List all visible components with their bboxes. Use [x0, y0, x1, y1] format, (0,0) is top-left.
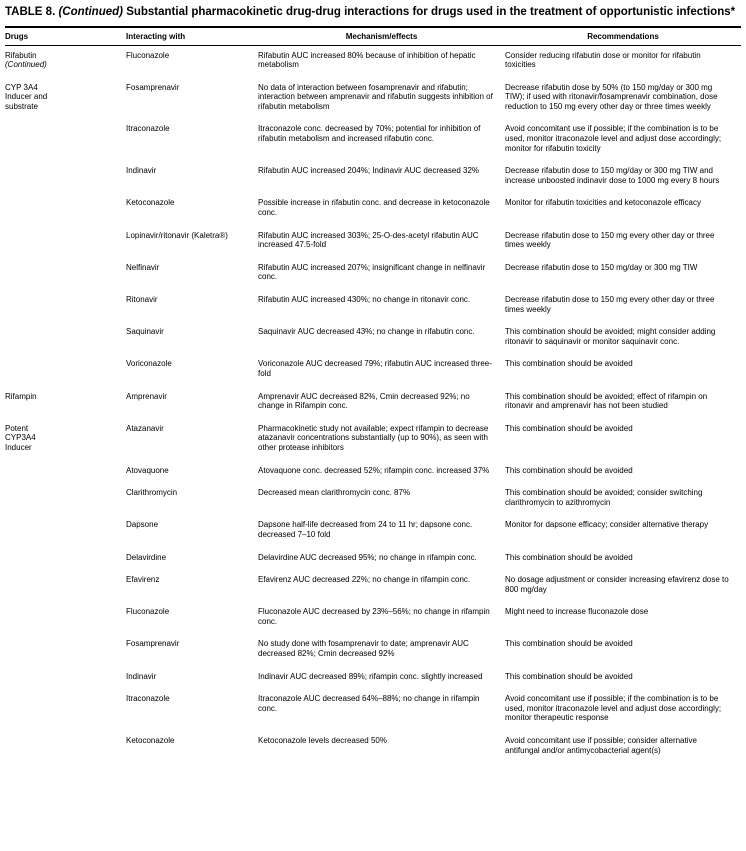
drug-group-cell: [5, 488, 126, 520]
recommendation-cell: This combination should be avoided: [505, 423, 633, 433]
recommendation-cell: Avoid concomitant use if possible; consider alternative antifungal and/or antimycobacterial agent(s): [505, 736, 697, 755]
col-header-mechanism: Mechanism/effects: [258, 27, 505, 46]
table-row: [5, 359, 741, 391]
interacting-drug-cell: Ketoconazole: [126, 198, 175, 208]
drug-group-cell: [5, 166, 126, 198]
interacting-drug-cell: Indinavir: [126, 166, 157, 176]
recommendation-cell: This combination should be avoided: [505, 552, 633, 562]
table-header: [5, 27, 741, 46]
table-title-prefix: TABLE 8.: [5, 6, 56, 18]
table-row: [5, 231, 741, 263]
mechanism-cell: Indinavir AUC decreased 89%; rifampin conc. slightly increased: [258, 671, 483, 681]
drug-group-label: Potent CYP3A4 Inducer: [5, 423, 36, 452]
mechanism-cell: Efavirenz AUC decreased 22%; no change in rifampin conc.: [258, 575, 471, 585]
recommendation-cell: This combination should be avoided; effect of rifampin on ritonavir and amprenavir has not been studied: [505, 391, 708, 411]
interacting-drug-cell: Fosamprenavir: [126, 639, 180, 649]
mechanism-cell: Possible increase in rifabutin conc. and decrease in ketoconazole conc.: [258, 198, 490, 218]
interacting-drug-cell: Dapsone: [126, 520, 159, 530]
table-row: [5, 520, 741, 552]
table-row: [5, 639, 741, 671]
drug-group-cell: [5, 231, 126, 263]
recommendation-cell: This combination should be avoided: [505, 639, 633, 649]
table-row: [5, 327, 741, 359]
mechanism-cell: Ketoconazole levels decreased 50%: [258, 736, 387, 746]
mechanism-cell: Pharmacokinetic study not available; expect rifampin to decrease atazanavir concentrations substantially (up to 90%), as seen with other protease inhibitors: [258, 423, 489, 452]
table-row: [5, 45, 741, 83]
recommendation-cell: Avoid concomitant use if possible; if the combination is to be used, monitor itraconazole level and adjust dose accordingly; monitor therapeutic response: [505, 694, 722, 723]
col-header-interacting: Interacting with: [126, 27, 258, 46]
drug-group-cell: [5, 263, 126, 295]
drug-group-cell: [5, 607, 126, 639]
interacting-drug-cell: Clarithromycin: [126, 488, 178, 498]
recommendation-cell: Decrease rifabutin dose to 150 mg/day or 300 mg TIW and increase unboosted indinavir dose to 1000 mg every 8 hours: [505, 166, 720, 185]
table-row: [5, 466, 741, 489]
mechanism-cell: No study done with fosamprenavir to date; amprenavir AUC decreased 82%; Cmin decreased 92%: [258, 639, 469, 659]
mechanism-cell: No data of interaction between fosamprenavir and rifabutin; interaction between amprenavir and rifabutin suggests inhibition of rifabutin metabolism: [258, 82, 493, 111]
mechanism-cell: Fluconazole AUC decreased by 23%–56%; no change in rifampin conc.: [258, 607, 490, 626]
drug-group-cell: [5, 392, 126, 424]
table-row: [5, 553, 741, 576]
mechanism-cell: Delavirdine AUC decreased 95%; no change in rifampin conc.: [258, 552, 477, 562]
recommendation-cell: This combination should be avoided: [505, 465, 633, 475]
drug-group-cell: [5, 198, 126, 230]
mechanism-cell: Rifabutin AUC increased 207%; insignificant change in nelfinavir conc.: [258, 262, 486, 282]
drug-group-label: CYP 3A4 Inducer and substrate: [5, 82, 48, 111]
mechanism-cell: Itraconazole conc. decreased by 70%; potential for inhibition of rifabutin metabolism and increased rifabutin conc.: [258, 124, 481, 144]
mechanism-cell: Saquinavir AUC decreased 43%; no change in rifabutin conc.: [258, 327, 475, 337]
recommendation-cell: This combination should be avoided: [505, 671, 633, 681]
drug-group-cell: [5, 575, 126, 607]
interacting-drug-cell: Efavirenz: [126, 575, 160, 585]
table-row: [5, 694, 741, 736]
interacting-drug-cell: Indinavir: [126, 671, 157, 681]
table-row: [5, 198, 741, 230]
drug-group-cell: [5, 672, 126, 695]
table-row: [5, 392, 741, 424]
drug-group-cell: [5, 466, 126, 489]
recommendation-cell: This combination should be avoided; might consider adding ritonavir to saquinavir or monitor saquinavir conc.: [505, 327, 716, 346]
table-row: [5, 263, 741, 295]
recommendation-cell: Decrease rifabutin dose to 150 mg every other day or three times weekly: [505, 230, 715, 250]
recommendation-cell: This combination should be avoided; consider switching clarithromycin to azithromycin: [505, 488, 703, 507]
interacting-drug-cell: Atazanavir: [126, 423, 164, 433]
table-row: [5, 166, 741, 198]
drug-group-cell: [5, 83, 126, 125]
table-row: [5, 124, 741, 166]
drug-group-cell: [5, 736, 126, 768]
drug-group-note: (Continued): [5, 60, 47, 70]
col-header-drugs: Drugs: [5, 27, 126, 46]
drug-group-cell: [5, 639, 126, 671]
table-body: [5, 45, 741, 768]
table-title: [5, 6, 741, 20]
recommendation-cell: This combination should be avoided: [505, 359, 633, 369]
drug-group-cell: [5, 327, 126, 359]
interacting-drug-cell: Atovaquone: [126, 465, 169, 475]
interacting-drug-cell: Fluconazole: [126, 50, 170, 60]
col-header-recommendations: Recommendations: [505, 27, 741, 46]
recommendation-cell: Monitor for dapsone efficacy; consider alternative therapy: [505, 520, 709, 530]
drug-group-cell: [5, 359, 126, 391]
interacting-drug-cell: Itraconazole: [126, 124, 170, 134]
drug-group-cell: [5, 694, 126, 736]
table-row: [5, 672, 741, 695]
drug-group-cell: [5, 45, 126, 83]
mechanism-cell: Rifabutin AUC increased 80% because of inhibition of hepatic metabolism: [258, 50, 476, 70]
table-title-continued: (Continued): [58, 6, 123, 18]
drug-group-cell: [5, 520, 126, 552]
mechanism-cell: Amprenavir AUC decreased 82%, Cmin decreased 92%; no change in Rifampin conc.: [258, 391, 470, 411]
table-row: [5, 488, 741, 520]
recommendation-cell: Decrease rifabutin dose to 150 mg every other day or three times weekly: [505, 295, 715, 314]
drug-group-label: Rifampin: [5, 391, 37, 401]
table-title-rest: Substantial pharmacokinetic drug-drug interactions for drugs used in the treatment of opportunistic infections*: [126, 6, 736, 18]
interacting-drug-cell: Ritonavir: [126, 295, 158, 304]
recommendation-cell: Decrease rifabutin dose to 150 mg/day or 300 mg TIW: [505, 262, 698, 272]
mechanism-cell: Dapsone half-life decreased from 24 to 11 hr; dapsone conc. decreased 7–10 fold: [258, 520, 473, 539]
drug-group-cell: [5, 124, 126, 166]
table-row: [5, 295, 741, 327]
interacting-drug-cell: Delavirdine: [126, 552, 167, 562]
mechanism-cell: Rifabutin AUC increased 430%; no change in ritonavir conc.: [258, 295, 471, 304]
recommendation-cell: Avoid concomitant use if possible; if the combination is to be used, monitor itraconazole level and adjust dose accordingly; monitor for rifabutin toxicity: [505, 124, 722, 153]
interacting-drug-cell: Lopinavir/ritonavir (Kaletra®): [126, 230, 228, 240]
table-row: [5, 83, 741, 125]
interacting-drug-cell: Ketoconazole: [126, 736, 175, 746]
recommendation-cell: Monitor for rifabutin toxicities and ketoconazole efficacy: [505, 198, 701, 208]
drug-group-cell: [5, 553, 126, 576]
table-row: [5, 736, 741, 768]
table-row: [5, 575, 741, 607]
mechanism-cell: Decreased mean clarithromycin conc. 87%: [258, 488, 411, 498]
table-row: [5, 607, 741, 639]
interacting-drug-cell: Amprenavir: [126, 391, 167, 401]
interacting-drug-cell: Fluconazole: [126, 607, 170, 617]
interacting-drug-cell: Itraconazole: [126, 694, 170, 704]
drug-interactions-table: [5, 26, 741, 769]
interacting-drug-cell: Saquinavir: [126, 327, 164, 337]
drug-group-label: Rifabutin: [5, 50, 37, 60]
interacting-drug-cell: Fosamprenavir: [126, 82, 180, 92]
mechanism-cell: Voriconazole AUC decreased 79%; rifabutin AUC increased three-fold: [258, 359, 492, 378]
mechanism-cell: Rifabutin AUC increased 204%; Indinavir AUC decreased 32%: [258, 166, 480, 176]
recommendation-cell: Decrease rifabutin dose by 50% (to 150 mg/day or 300 mg TIW); if used with ritonavir/fosamprenavir combination, dose reduction to 150 mg every other day or three times weekly: [505, 82, 718, 111]
drug-group-cell: [5, 424, 126, 466]
recommendation-cell: Might need to increase fluconazole dose: [505, 607, 649, 617]
drug-group-cell: [5, 295, 126, 327]
interacting-drug-cell: Voriconazole: [126, 359, 172, 369]
table-row: [5, 424, 741, 466]
recommendation-cell: Consider reducing rifabutin dose or monitor for rifabutin toxicities: [505, 50, 701, 70]
interacting-drug-cell: Nelfinavir: [126, 262, 160, 272]
mechanism-cell: Rifabutin AUC increased 303%; 25-O-des-acetyl rifabutin AUC increased 47.5-fold: [258, 230, 479, 250]
mechanism-cell: Atovaquone conc. decreased 52%; rifampin conc. increased 37%: [258, 465, 490, 475]
recommendation-cell: No dosage adjustment or consider increasing efavirenz dose to 800 mg/day: [505, 575, 729, 594]
mechanism-cell: Itraconazole AUC decreased 64%–88%; no change in rifampin conc.: [258, 694, 480, 713]
